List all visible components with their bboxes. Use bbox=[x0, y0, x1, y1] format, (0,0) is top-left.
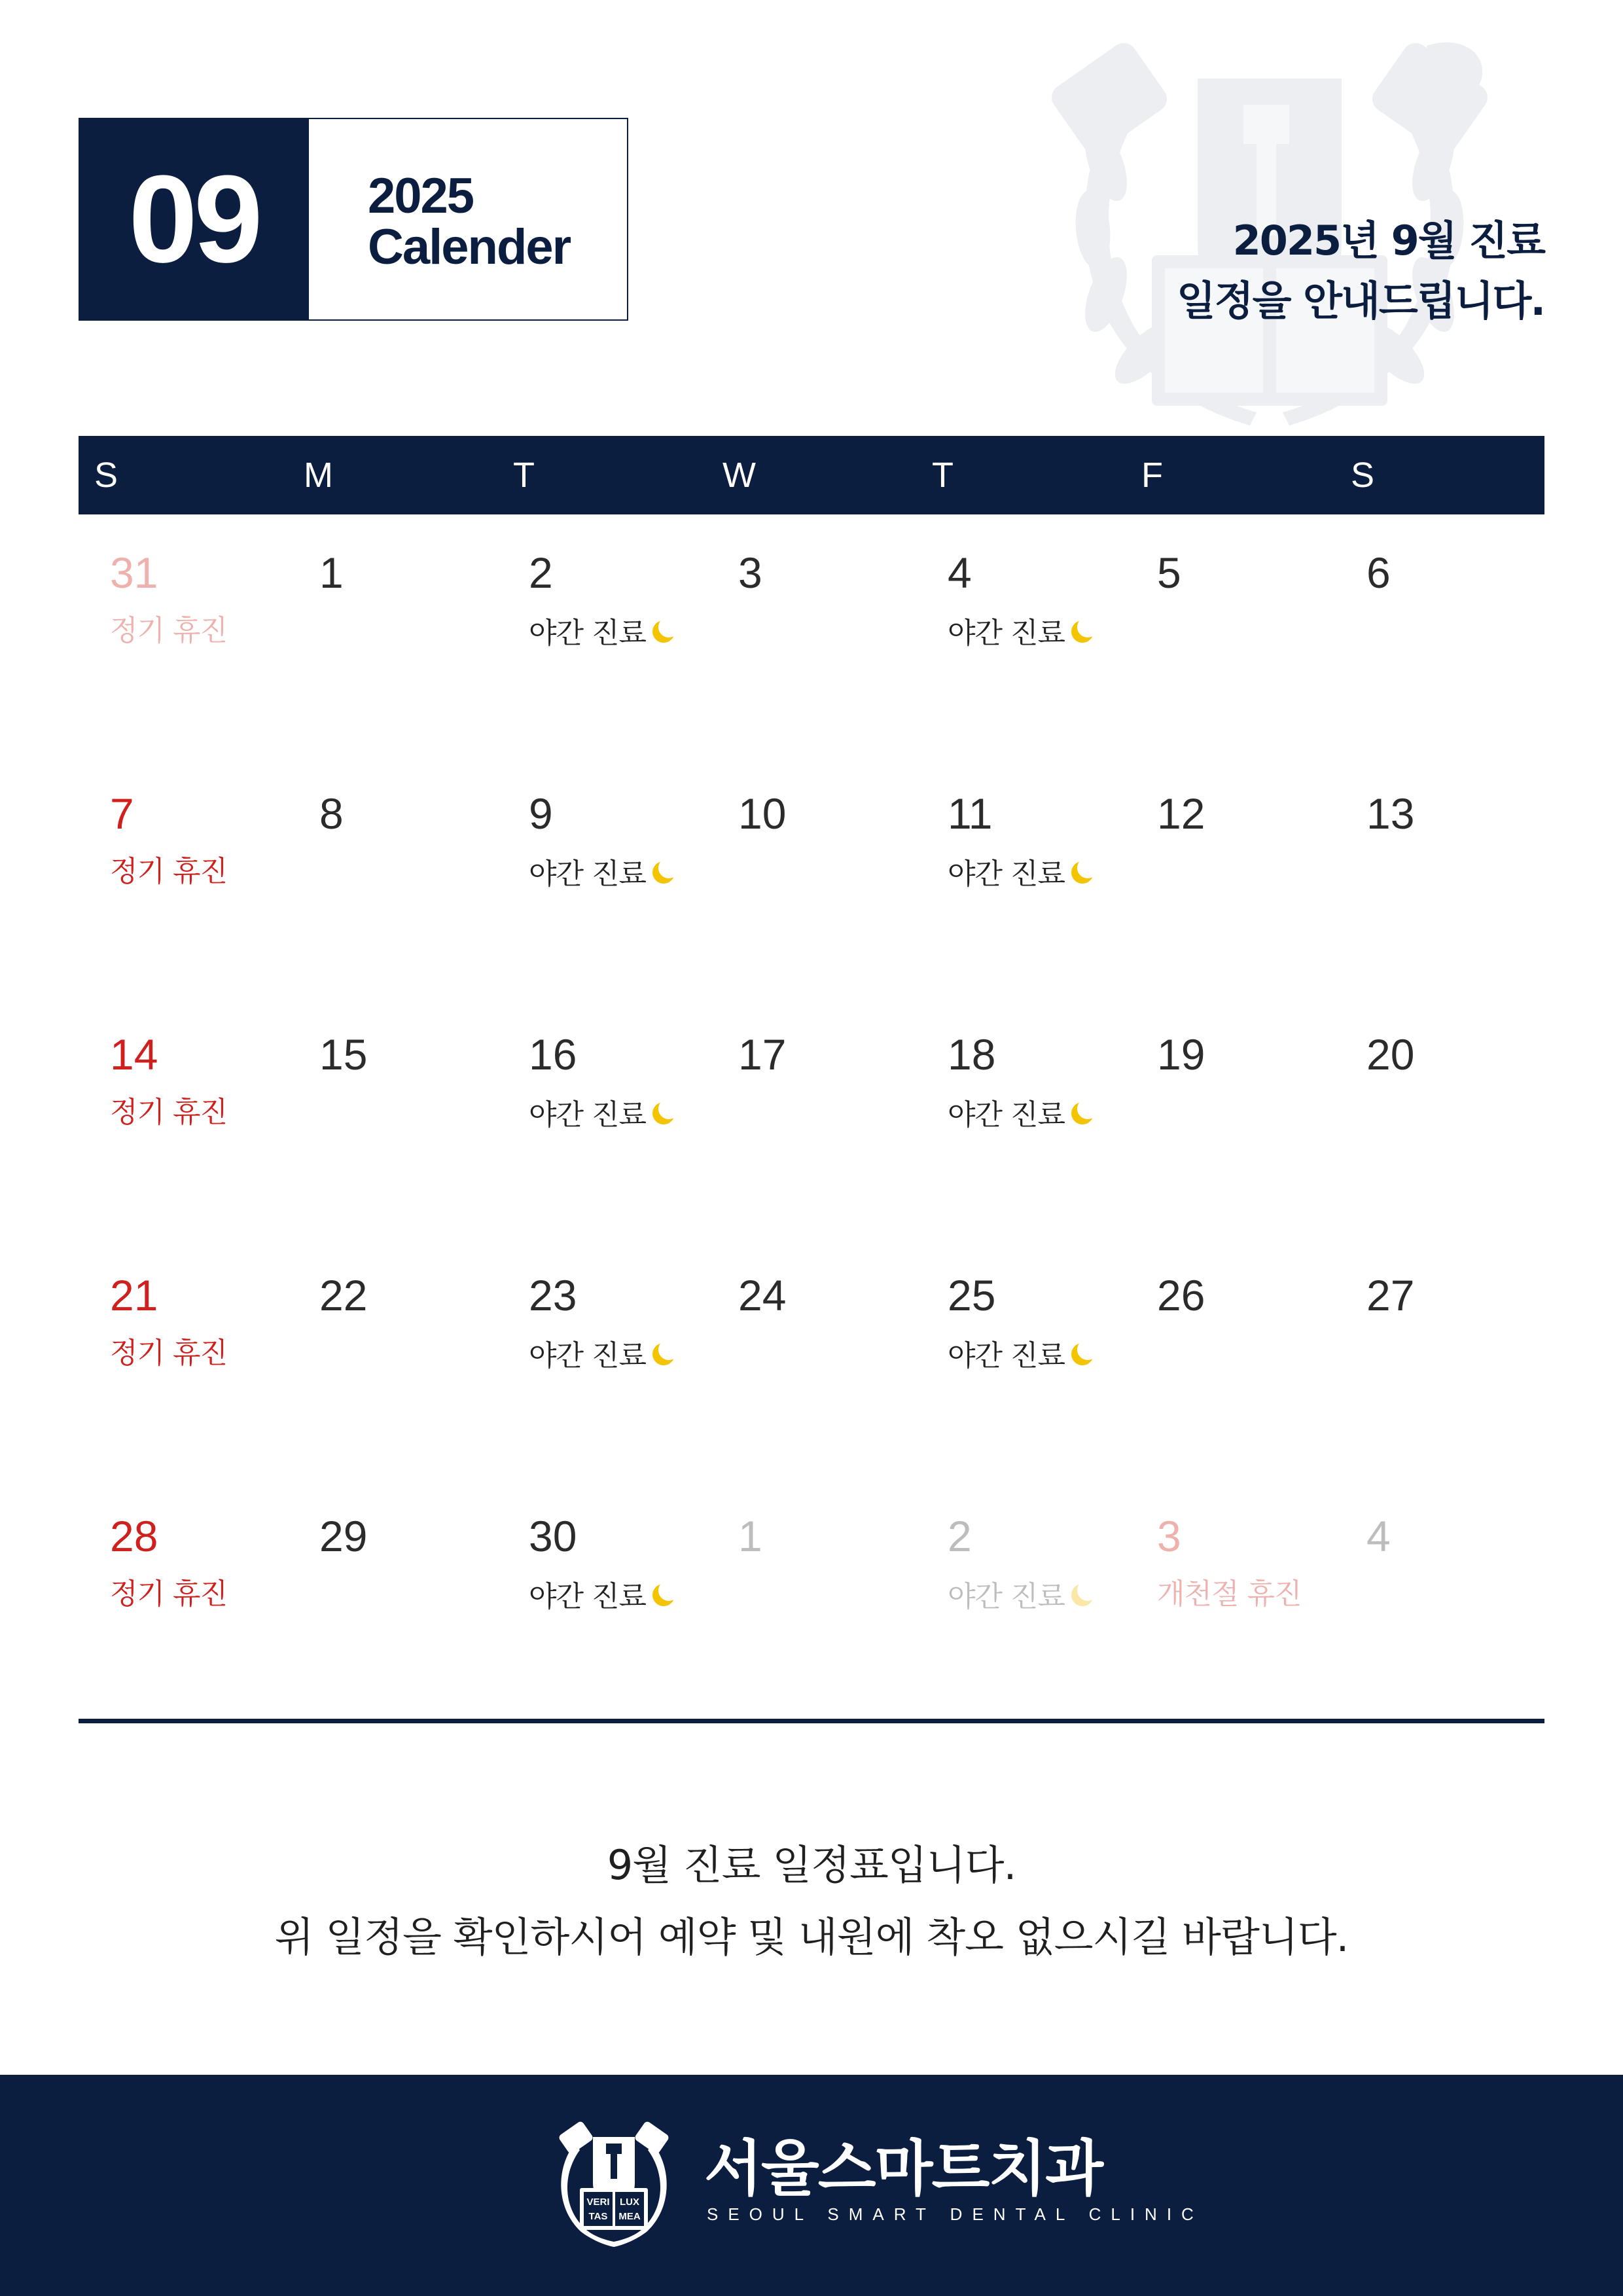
day-number: 26 bbox=[1157, 1271, 1205, 1319]
day-number: 25 bbox=[948, 1271, 996, 1319]
calendar-day-cell bbox=[916, 789, 1126, 1028]
notice-title-line2: 일정을 안내드립니다. bbox=[1176, 277, 1544, 325]
day-number: 3 bbox=[1157, 1512, 1181, 1560]
year-title-box bbox=[309, 118, 628, 321]
calendar-day-cell bbox=[707, 1512, 916, 1750]
closed-day-label bbox=[110, 1577, 228, 1611]
schedule-message-line2: 위 일정을 확인하시어 예약 및 내원에 착오 없으시길 바랍니다. bbox=[274, 1913, 1349, 1961]
calendar-day-cell bbox=[1335, 1271, 1544, 1509]
closed-day-label bbox=[110, 1098, 227, 1127]
day-number: 18 bbox=[948, 1030, 996, 1079]
calendar-day-cell bbox=[288, 789, 497, 1028]
day-number: 11 bbox=[948, 789, 993, 838]
day-number: 12 bbox=[1157, 789, 1205, 838]
calendar-day-cell bbox=[707, 1271, 916, 1509]
section-divider bbox=[79, 1719, 1544, 1723]
calendar-day-cell bbox=[288, 1030, 497, 1268]
day-number: 3 bbox=[738, 548, 762, 597]
calendar-day-cell bbox=[288, 1271, 497, 1509]
day-number: 31 bbox=[110, 548, 158, 597]
crescent-moon-icon bbox=[1070, 1098, 1096, 1127]
day-number: 19 bbox=[1157, 1030, 1205, 1079]
day-number: 24 bbox=[738, 1271, 787, 1319]
day-number: 4 bbox=[948, 548, 972, 597]
crescent-moon-icon bbox=[1070, 1580, 1096, 1609]
calendar-day-cell bbox=[497, 548, 707, 787]
note-text: 정기 휴진 bbox=[110, 855, 228, 888]
day-number: 16 bbox=[529, 1030, 577, 1079]
calendar-day-cell bbox=[79, 789, 288, 1028]
day-number: 4 bbox=[1366, 1512, 1391, 1560]
day-number: 23 bbox=[529, 1271, 577, 1319]
note-text: 야간 진료 bbox=[529, 617, 647, 650]
calendar-day-cell bbox=[288, 548, 497, 787]
note-text: 야간 진료 bbox=[948, 1339, 1065, 1372]
note-text: 정기 휴진 bbox=[110, 1336, 228, 1370]
weekday-header bbox=[79, 436, 1544, 514]
calendar-day-cell bbox=[916, 1030, 1126, 1268]
crest-text-tas: TAS bbox=[588, 2211, 608, 2222]
weekday-fri: F bbox=[1141, 456, 1163, 495]
closed-day-label bbox=[110, 614, 228, 647]
calendar-day-cell bbox=[1126, 1271, 1335, 1509]
crescent-moon-icon bbox=[651, 1339, 677, 1368]
day-number: 14 bbox=[110, 1030, 158, 1079]
day-number: 13 bbox=[1366, 789, 1415, 838]
night-clinic-label bbox=[948, 1098, 1096, 1130]
day-number: 17 bbox=[738, 1030, 787, 1079]
calendar-subtitle: Calender bbox=[368, 219, 571, 275]
night-clinic-label bbox=[529, 617, 677, 648]
calendar-day-cell bbox=[79, 548, 288, 787]
calendar-day-cell bbox=[707, 1030, 916, 1268]
crescent-moon-icon bbox=[651, 1098, 677, 1127]
clinic-name-english: SEOUL SMART DENTAL CLINIC bbox=[707, 2204, 1204, 2224]
day-number: 5 bbox=[1157, 548, 1181, 597]
note-text: 야간 진료 bbox=[948, 1580, 1065, 1613]
crescent-moon-icon bbox=[651, 857, 677, 886]
day-number: 1 bbox=[738, 1512, 762, 1560]
calendar-day-cell bbox=[497, 1512, 707, 1750]
crest-text-veri: VERI bbox=[586, 2197, 610, 2208]
university-crest-icon bbox=[548, 2117, 679, 2248]
crest-text-lux: LUX bbox=[620, 2197, 639, 2208]
night-clinic-label bbox=[948, 857, 1096, 889]
note-text: 야간 진료 bbox=[529, 1098, 647, 1132]
notice-title bbox=[1177, 211, 1544, 331]
night-clinic-label bbox=[529, 857, 677, 889]
note-text: 개천절 휴진 bbox=[1157, 1577, 1302, 1611]
calendar-day-cell bbox=[1335, 789, 1544, 1028]
crest-text-mea: MEA bbox=[618, 2211, 641, 2222]
night-clinic-label bbox=[529, 1098, 677, 1130]
crescent-moon-icon bbox=[651, 1580, 677, 1609]
calendar-day-cell bbox=[1335, 548, 1544, 787]
crescent-moon-icon bbox=[651, 617, 677, 645]
night-clinic-label bbox=[948, 1580, 1096, 1611]
weekday-thu: T bbox=[932, 456, 954, 495]
closed-day-label bbox=[110, 1336, 228, 1370]
note-text: 야간 진료 bbox=[529, 1339, 647, 1372]
year-label: 2025 bbox=[368, 168, 474, 224]
note-text: 정기 휴진 bbox=[110, 1096, 228, 1129]
night-clinic-label bbox=[529, 1580, 677, 1611]
note-text: 야간 진료 bbox=[948, 617, 1065, 650]
weekday-sat: S bbox=[1351, 456, 1375, 495]
notice-title-line1: 2025년 9월 진료 bbox=[1232, 217, 1544, 264]
calendar-day-cell bbox=[497, 1030, 707, 1268]
weekday-sun: S bbox=[94, 456, 118, 495]
day-number: 9 bbox=[529, 789, 553, 838]
night-clinic-label bbox=[529, 1339, 677, 1371]
calendar-day-cell bbox=[1126, 789, 1335, 1028]
note-text: 정기 휴진 bbox=[110, 614, 228, 647]
crescent-moon-icon bbox=[1070, 1339, 1096, 1368]
day-number: 22 bbox=[319, 1271, 368, 1319]
day-number: 7 bbox=[110, 789, 134, 838]
day-number: 30 bbox=[529, 1512, 577, 1560]
month-number: 09 bbox=[79, 118, 309, 321]
calendar-day-cell bbox=[79, 1030, 288, 1268]
calendar-day-cell bbox=[916, 1512, 1126, 1750]
day-number: 20 bbox=[1366, 1030, 1415, 1079]
calendar-day-cell bbox=[916, 548, 1126, 787]
crescent-moon-icon bbox=[1070, 617, 1096, 645]
night-clinic-label bbox=[948, 1339, 1096, 1371]
schedule-message-line1: 9월 진료 일정표입니다. bbox=[607, 1841, 1016, 1889]
day-number: 28 bbox=[110, 1512, 158, 1560]
calendar-day-cell bbox=[707, 548, 916, 787]
calendar-day-cell bbox=[1335, 1512, 1544, 1750]
day-number: 10 bbox=[738, 789, 787, 838]
weekday-wed: W bbox=[722, 456, 756, 495]
night-clinic-label bbox=[948, 617, 1096, 648]
day-number: 2 bbox=[529, 548, 553, 597]
note-text: 정기 휴진 bbox=[110, 1577, 228, 1611]
closed-day-label bbox=[110, 857, 227, 886]
day-number: 21 bbox=[110, 1271, 158, 1319]
calendar-day-cell bbox=[916, 1271, 1126, 1509]
note-text: 야간 진료 bbox=[529, 857, 647, 891]
weekday-mon: M bbox=[304, 456, 333, 495]
day-number: 8 bbox=[319, 789, 344, 838]
calendar-day-cell bbox=[497, 1271, 707, 1509]
weekday-tue: T bbox=[513, 456, 535, 495]
calendar-day-cell bbox=[79, 1271, 288, 1509]
day-number: 2 bbox=[948, 1512, 972, 1560]
calendar-day-cell bbox=[707, 789, 916, 1028]
calendar-day-cell bbox=[1126, 1030, 1335, 1268]
closed-day-label bbox=[1157, 1577, 1302, 1611]
day-number: 1 bbox=[319, 548, 344, 597]
day-number: 29 bbox=[319, 1512, 368, 1560]
calendar-day-cell bbox=[1126, 548, 1335, 787]
day-number: 15 bbox=[319, 1030, 368, 1079]
note-text: 야간 진료 bbox=[529, 1580, 647, 1613]
clinic-name-korean: 서울스마트치과 bbox=[704, 2134, 1103, 2204]
note-text: 야간 진료 bbox=[948, 1098, 1065, 1132]
calendar-day-cell bbox=[288, 1512, 497, 1750]
calendar-day-cell bbox=[1335, 1030, 1544, 1268]
calendar-day-cell bbox=[79, 1512, 288, 1750]
crescent-moon-icon bbox=[1070, 857, 1096, 886]
calendar-day-cell bbox=[1126, 1512, 1335, 1750]
day-number: 6 bbox=[1366, 548, 1391, 597]
day-number: 27 bbox=[1366, 1271, 1415, 1319]
calendar-day-cell bbox=[497, 789, 707, 1028]
note-text: 야간 진료 bbox=[948, 857, 1065, 891]
